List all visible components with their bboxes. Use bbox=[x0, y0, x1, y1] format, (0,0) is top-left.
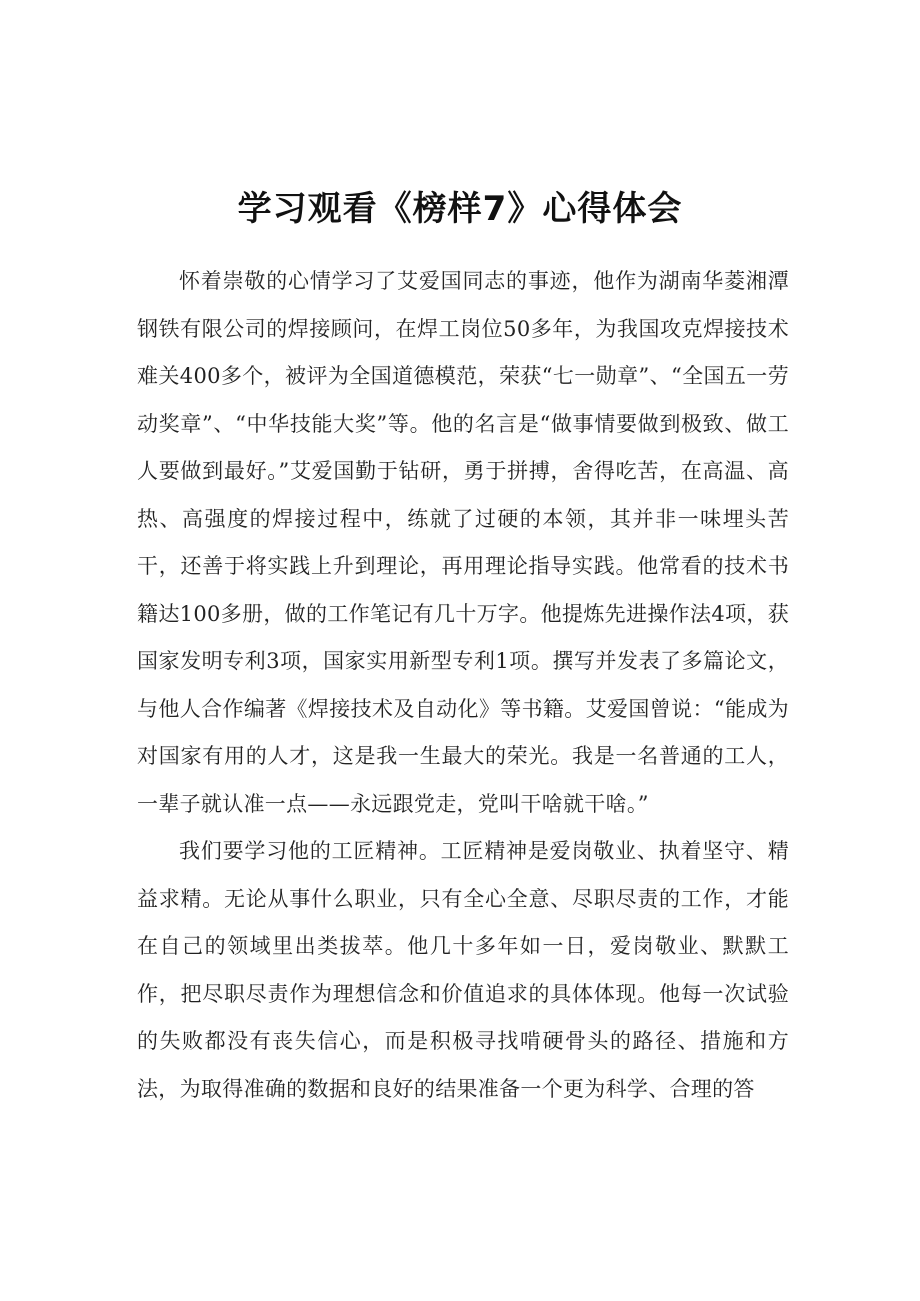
article-body bbox=[137, 258, 789, 1113]
paragraph-1: 怀着崇敬的心情学习了艾爱国同志的事迹，他作为湖南华菱湘潭钢铁有限公司的焊接顾问，在焊工岗位50多年，为我国攻克焊接技术难关400多个，被评为全国道德模范，荣获“七一勋章”、“全国五一劳动奖章”、“中华技能大奖”等。他的名言是“做事情要做到极致、做工人要做到最好。”艾爱国勤于钻研，勇于拼搏，舍得吃苦，在高温、高热、高强度的焊接过程中，练就了过硬的本领，其并非一味埋头苦干，还善于将实践上升到理论，再用理论指导实践。他常看的技术书籍达100多册，做的工作笔记有几十万字。他提炼先进操作法4项，获国家发明专利3项，国家实用新型专利1项。撰写并发表了多篇论文，与他人合作编著《焊接技术及自动化》等书籍。艾爱国曾说：“能成为对国家有用的人才，这是我一生最大的荣光。我是一名普通的工人，一辈子就认准一点——永远跟党走，党叫干啥就干啥。” bbox=[137, 269, 789, 816]
paragraph-2: 我们要学习他的工匠精神。工匠精神是爱岗敬业、执着坚守、精益求精。无论从事什么职业，只有全心全意、尽职尽责的工作，才能在自己的领域里出类拔萃。他几十多年如一日，爱岗敬业、默默工作，把尽职尽责作为理想信念和价值追求的具体体现。他每一次试验的失败都没有丧失信心，而是积极寻找啃硬骨头的路径、措施和方法，为取得准确的数据和良好的结果准备一个更为科学、合理的答 bbox=[137, 839, 789, 1101]
page-title: 学习观看《榜样7》心得体会 bbox=[237, 188, 683, 229]
